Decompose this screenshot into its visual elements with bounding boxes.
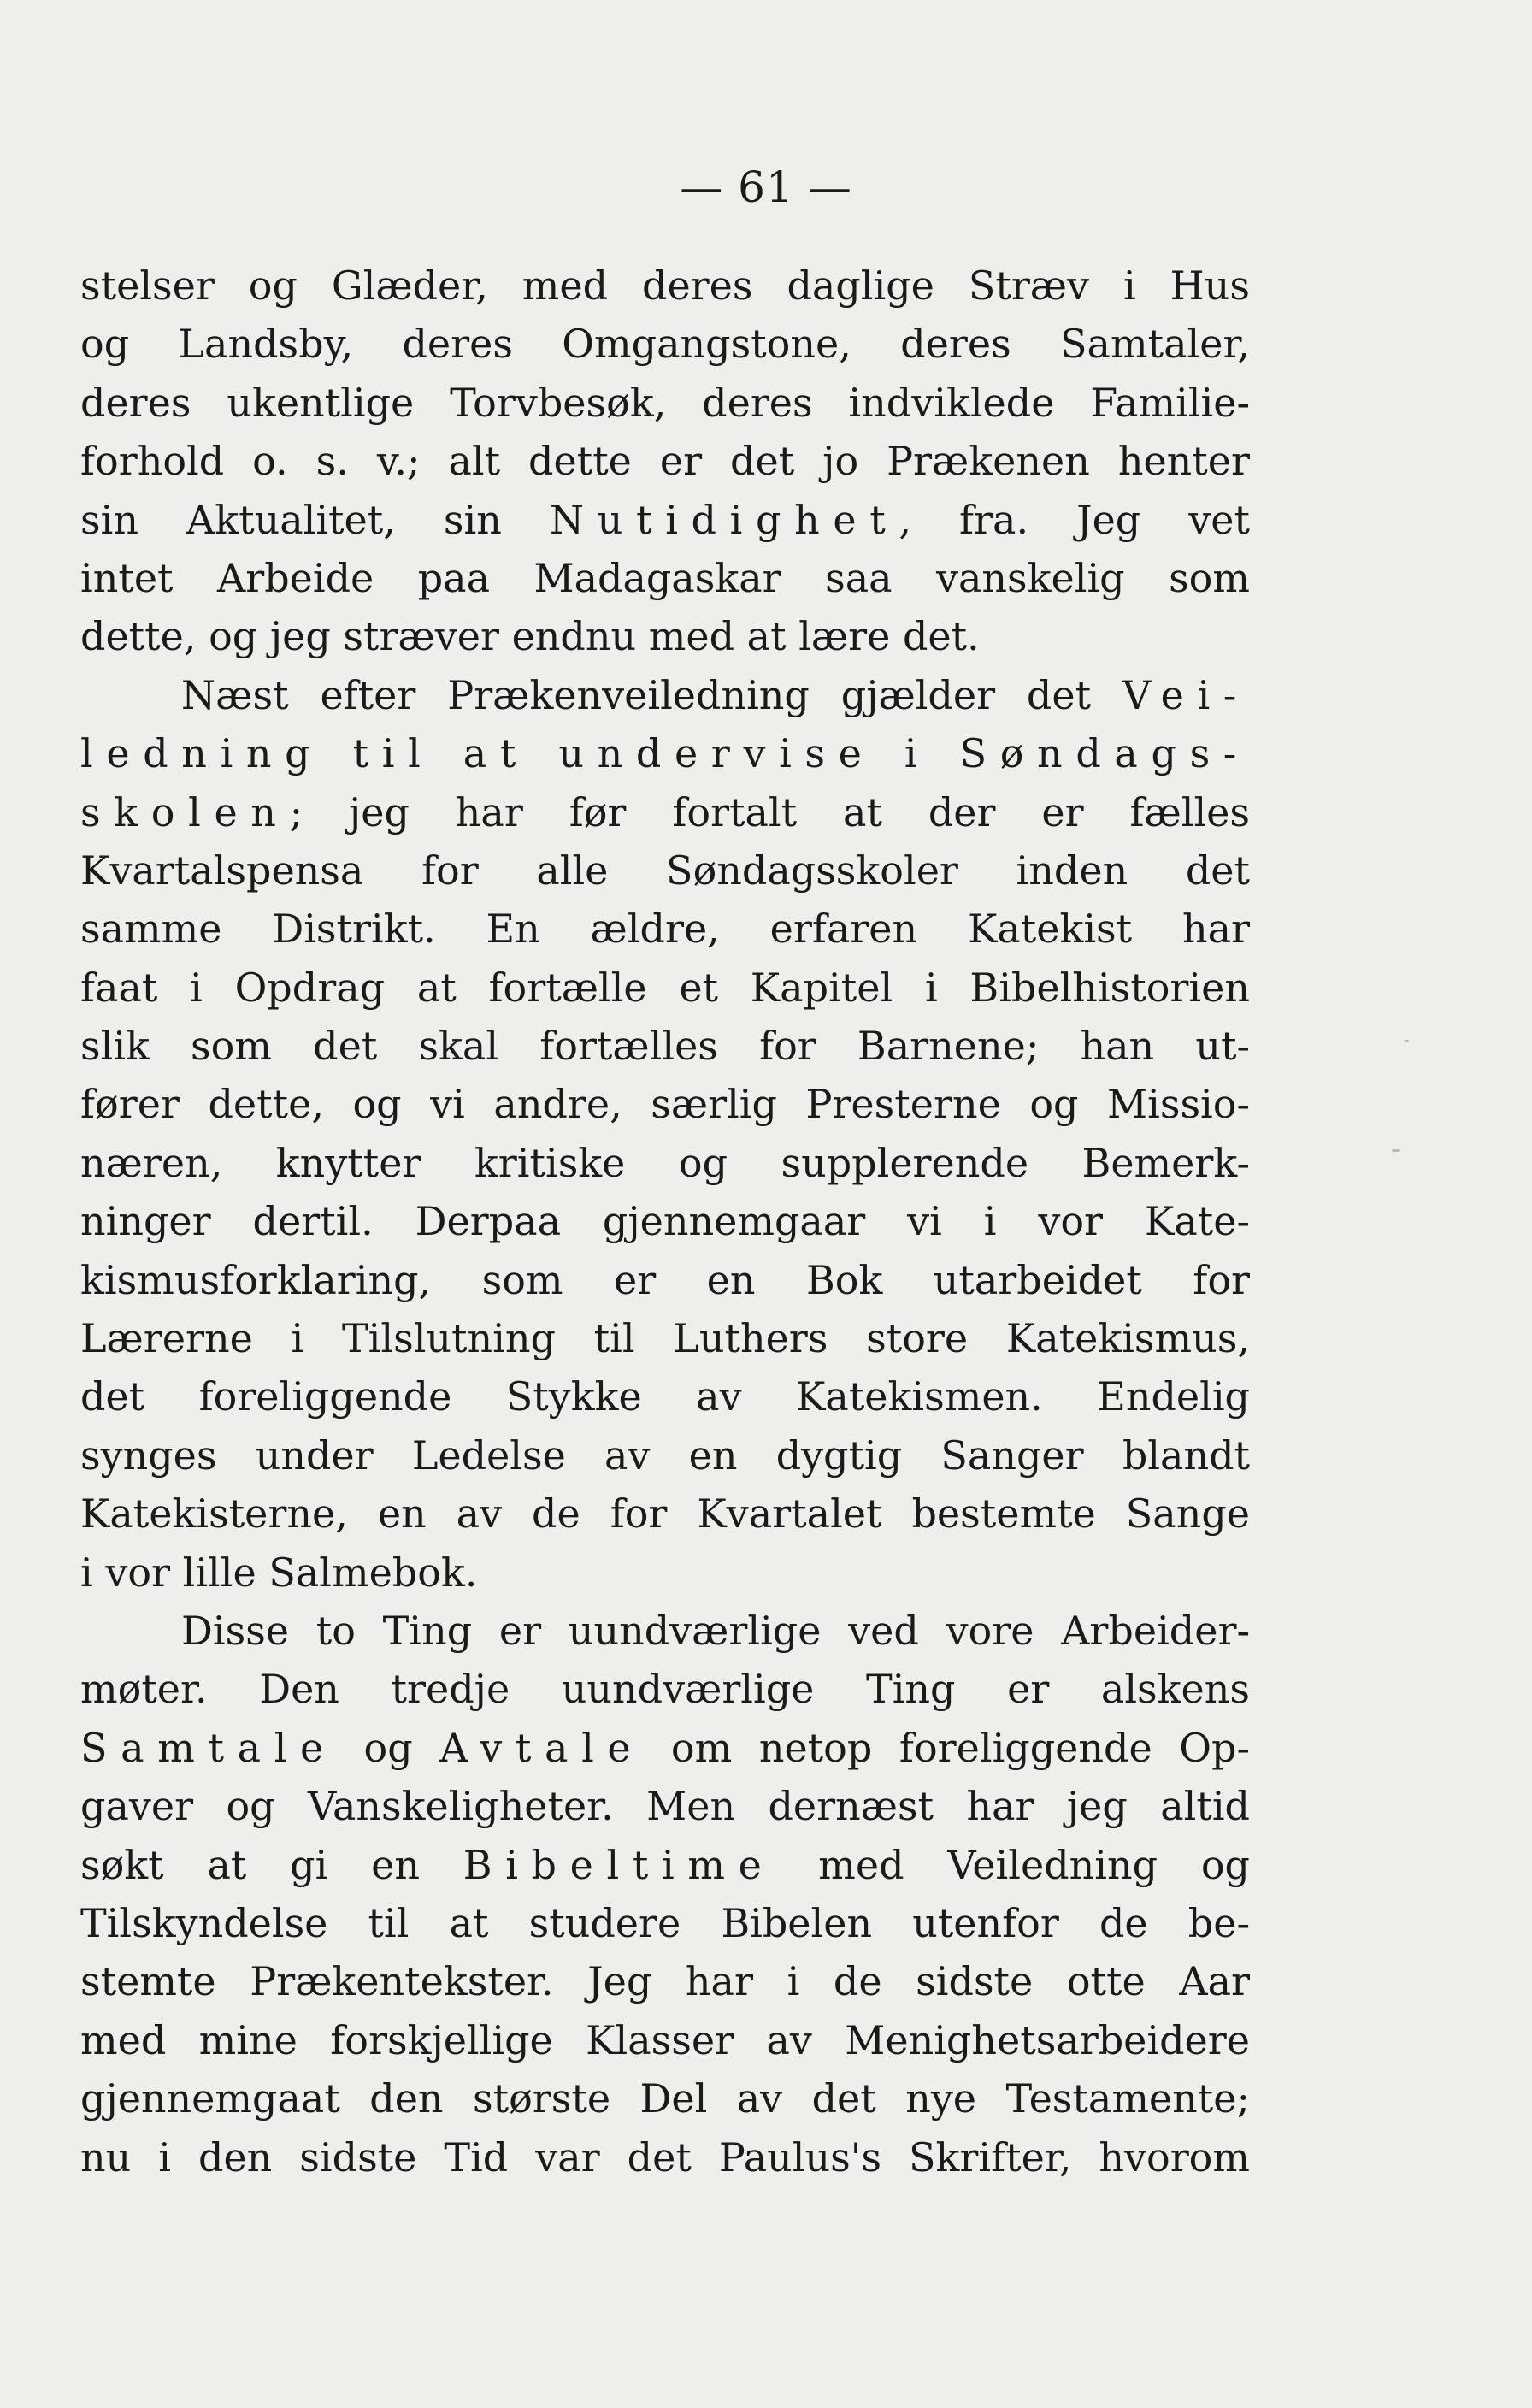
text-line: Katekisterne, en av de for Kvartalet bestemte Sange	[80, 1490, 1250, 1537]
text-line: søkt at gi en Bibeltime med Veiledning og	[80, 1841, 1250, 1888]
text-line: forhold o. s. v.; alt dette er det jo Prækenen henter	[80, 438, 1250, 485]
text-line: ninger dertil. Derpaa gjennemgaar vi i vor Kate-	[80, 1198, 1250, 1245]
text-line: faat i Opdrag at fortælle et Kapitel i Bibelhistorien	[80, 964, 1250, 1011]
text-line: skolen; jeg har før fortalt at der er fælles	[80, 788, 1250, 835]
text-line: stemte Prækentekster. Jeg har i de sidste otte Aar	[80, 1958, 1250, 2005]
text-line: kismusforklaring, som er en Bok utarbeidet for	[80, 1256, 1250, 1303]
text-line: gaver og Vanskeligheter. Men dernæst har jeg altid	[80, 1783, 1250, 1830]
text-line: Lærerne i Tilslutning til Luthers store Katekismus,	[80, 1315, 1250, 1362]
paper-speck	[1404, 1040, 1409, 1042]
text-line: dette, og jeg stræver endnu med at lære det.	[80, 613, 980, 660]
text-line: fører dette, og vi andre, særlig Presterne og Missio-	[80, 1081, 1250, 1128]
text-line: Kvartalspensa for alle Søndagsskoler inden det	[80, 847, 1250, 894]
text-line: ledning til at undervise i Søndags-	[80, 730, 1250, 777]
text-line: gjennemgaat den største Del av det nye Testamente;	[80, 2075, 1250, 2122]
text-line: Tilskyndelse til at studere Bibelen utenfor de be-	[80, 1899, 1250, 1946]
page-number: — 61 —	[680, 162, 852, 212]
text-line: synges under Ledelse av en dygtig Sanger blandt	[80, 1431, 1250, 1478]
text-line: stelser og Glæder, med deres daglige Stræv i Hus	[80, 263, 1250, 309]
text-line: deres ukentlige Torvbesøk, deres indviklede Familie-	[80, 379, 1250, 426]
paper-speck	[1392, 1149, 1400, 1152]
text-line: og Landsby, deres Omgangstone, deres Samtaler,	[80, 321, 1250, 368]
text-line: i vor lille Salmebok.	[80, 1549, 478, 1596]
text-line: Næst efter Prækenveiledning gjælder det Vei-	[181, 671, 1250, 718]
text-line: slik som det skal fortælles for Barnene; han ut-	[80, 1023, 1250, 1070]
text-line: med mine forskjellige Klasser av Menighetsarbeidere	[80, 2016, 1250, 2063]
text-line: nu i den sidste Tid var det Paulus's Skrifter, hvorom	[80, 2134, 1250, 2181]
text-line: Disse to Ting er uundværlige ved vore Arbeider-	[181, 1607, 1250, 1654]
text-line: intet Arbeide paa Madagaskar saa vanskelig som	[80, 554, 1250, 601]
text-line: møter. Den tredje uundværlige Ting er alskens	[80, 1666, 1250, 1713]
text-line: sin Aktualitet, sin Nutidighet, fra. Jeg vet	[80, 496, 1250, 543]
text-line: samme Distrikt. En ældre, erfaren Katekist har	[80, 906, 1250, 953]
text-line: Samtale og Avtale om netop foreliggende Op-	[80, 1724, 1250, 1771]
text-line: det foreliggende Stykke av Katekismen. Endelig	[80, 1373, 1250, 1420]
text-line: næren, knytter kritiske og supplerende Bemerk-	[80, 1139, 1250, 1186]
body-text	[80, 257, 1250, 2187]
